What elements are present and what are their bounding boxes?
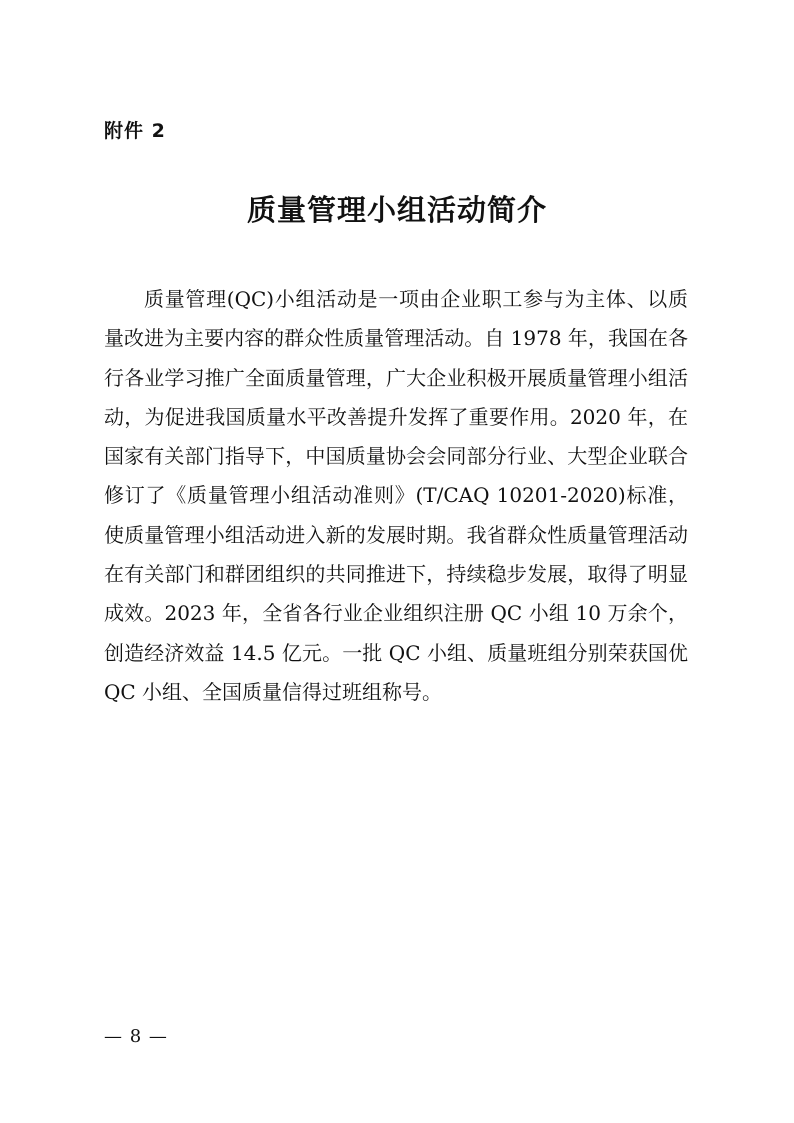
- page-number: — 8 —: [104, 1026, 168, 1047]
- document-title: 质量管理小组活动简介: [246, 193, 547, 227]
- attachment-label: 附件 2: [104, 120, 166, 142]
- body-paragraph: 质量管理(QC)小组活动是一项由企业职工参与为主体、以质量改进为主要内容的群众性质量管理活动。自 1978 年，我国在各行各业学习推广全面质量管理，广大企业积极开展质量管理小组活动，为促进我国质量水平改善提升发挥了重要作用。2020 年，在国家有关部门指导下，中国质量协会会同部分行业、大型企业联合修订了《质量管理小组活动准则》(T/CAQ 10201-2020)标准，使质量管理小组活动进入新的发展时期。我省群众性质量管理活动在有关部门和群团组织的共同推进下，持续稳步发展，取得了明显成效。2023 年，全省各行业企业组织注册 QC 小组 10 万余个，创造经济效益 14.5 亿元。一批 QC 小组、质量班组分别荣获国优 QC 小组、全国质量信得过班组称号。: [104, 287, 688, 704]
